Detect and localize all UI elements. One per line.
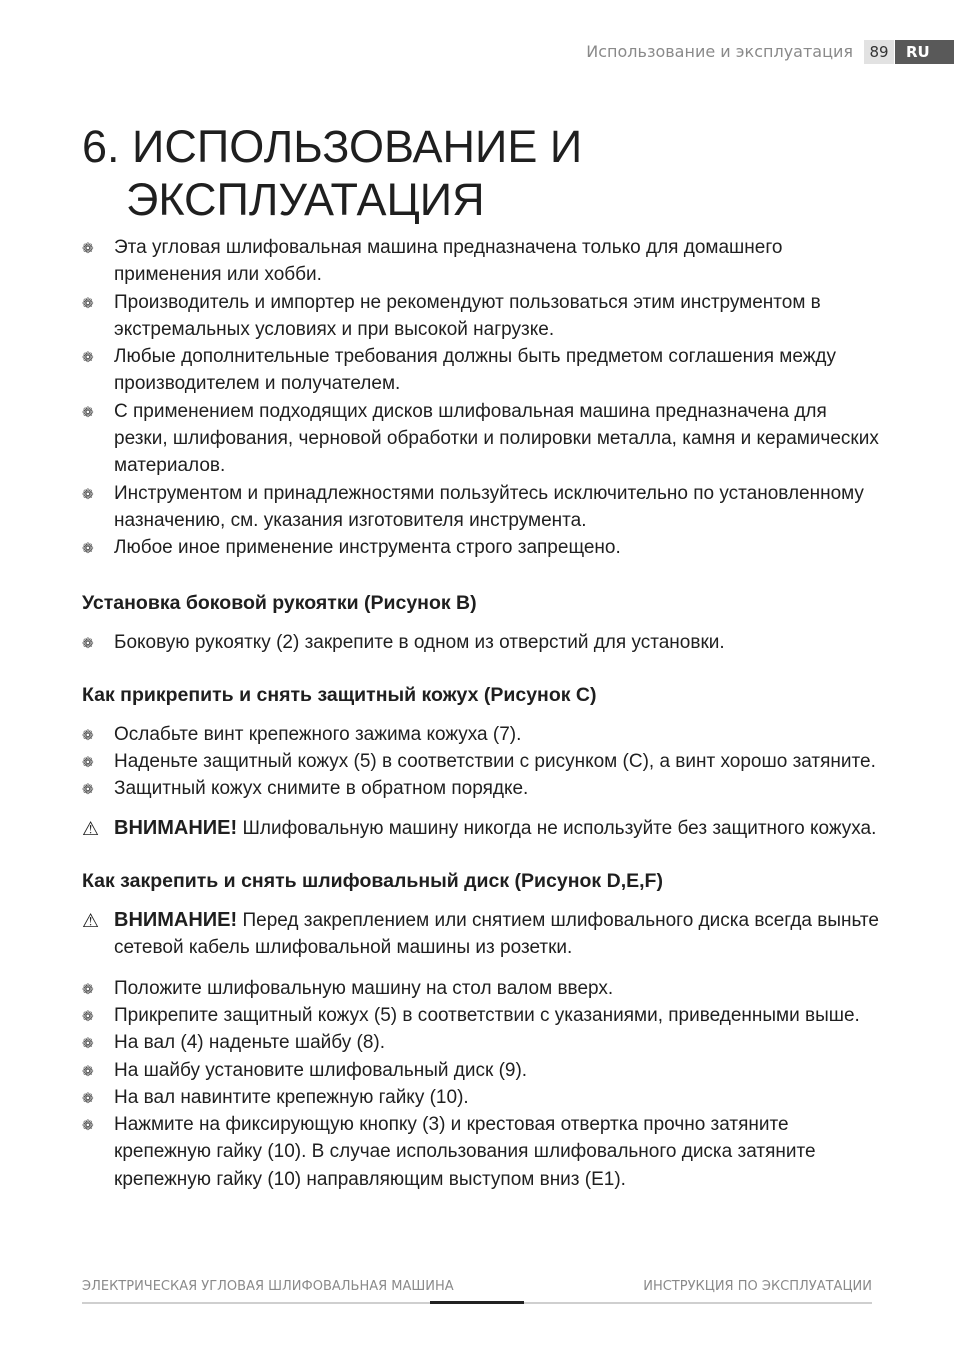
list-item: ❁ Прикрепите защитный кожух (5) в соответствии с указаниями, приведенными выше. [82,1002,882,1029]
bullet-icon: ❁ [82,634,94,651]
side-handle-list [82,629,882,656]
footer-product-name: ЭЛЕКТРИЧЕСКАЯ УГЛОВАЯ ШЛИФОВАЛЬНАЯ МАШИНА [82,1279,454,1294]
bullet-icon: ❁ [82,349,94,366]
bullet-icon: ❁ [82,1035,94,1052]
header-section-title: Использование и эксплуатация [586,42,853,61]
list-item: ❁ Наденьте защитный кожух (5) в соответствии с рисунком (C), а винт хорошо затяните. [82,748,882,775]
page-title-line2: ЭКСПЛУАТАЦИЯ [126,174,485,225]
bullet-icon: ❁ [82,726,94,743]
list-item: ❁ Любое иное применение инструмента строго запрещено. [82,534,882,561]
guard-list [82,721,882,803]
bullet-icon: ❁ [82,781,94,798]
main-content [82,234,882,1193]
heading-disc: Как закрепить и снять шлифовальный диск (Рисунок D,E,F) [82,870,663,893]
list-item: ❁ На вал (4) наденьте шайбу (8). [82,1029,882,1056]
intro-list [82,234,882,562]
list-item: ❁ Производитель и импортер не рекомендуют пользоваться этим инструментом в экстремальных условиях и при высокой нагрузке. [82,291,821,340]
bullet-icon: ❁ [82,1117,94,1134]
bullet-icon: ❁ [82,485,94,502]
footer-manual-name: ИНСТРУКЦИЯ ПО ЭКСПЛУАТАЦИИ [643,1279,872,1294]
warning-label: ВНИМАНИЕ! [114,816,238,839]
list-item: ❁ Любые дополнительные требования должны быть предметом соглашения между производителем и получателем. [82,346,836,395]
guard-warning [82,815,882,842]
list-item: ❁ Инструментом и принадлежностями пользуйтесь исключительно по установленному назначению, см. указания изготовителя инструмента. [82,482,864,531]
list-item: ❁ Боковую рукоятку (2) закрепите в одном из отверстий для установки. [82,629,882,656]
list-item: ❁ Эта угловая шлифовальная машина предназначена только для домашнего применения или хобби. [82,237,783,286]
warning-text: Шлифовальную машину никогда не используйте без защитного кожуха. [237,817,877,839]
bullet-icon: ❁ [82,1007,94,1024]
language-badge: RU [895,40,954,64]
bullet-icon: ❁ [82,1089,94,1106]
list-item: ❁ С применением подходящих дисков шлифовальная машина предназначена для резки, шлифования, черновой обработки и полировки металла, камня и керамических материалов. [82,400,879,477]
bullet-icon: ❁ [82,754,94,771]
list-item: ❁ Ослабьте винт крепежного зажима кожуха (7). [82,721,882,748]
list-item: ❁ На вал навинтите крепежную гайку (10). [82,1084,882,1111]
bullet-icon: ❁ [82,1062,94,1079]
heading-side-handle: Установка боковой рукоятки (Рисунок B) [82,591,477,614]
footer-divider-accent [430,1301,524,1304]
list-item: ❁ Нажмите на фиксирующую кнопку (3) и крестовая отвертка прочно затяните крепежную гайку (10). В случае использования шлифовального диска затяните крепежную гайку (10) направляющим выступом вниз (E1). [82,1114,816,1190]
bullet-icon: ❁ [82,540,94,557]
bullet-icon: ❁ [82,403,94,420]
list-item: ❁ На шайбу установите шлифовальный диск (9). [82,1057,882,1084]
warning-label: ВНИМАНИЕ! [114,909,238,932]
page-title-line1: 6. ИСПОЛЬЗОВАНИЕ И [82,121,583,172]
bullet-icon: ❁ [82,980,94,997]
disc-warning [82,907,882,962]
page-title [82,120,582,226]
heading-guard: Как прикрепить и снять защитный кожух (Рисунок C) [82,683,597,706]
warning-triangle-icon: ⚠ [82,818,100,840]
list-item: ❁ Защитный кожух снимите в обратном порядке. [82,775,882,802]
list-item: ❁ Положите шлифовальную машину на стол валом вверх. [82,975,882,1002]
warning-text: Перед закреплением или снятием шлифовального диска всегда выньте сетевой кабель шлифовальной машины из розетки. [114,910,879,959]
warning-triangle-icon: ⚠ [82,911,100,933]
disc-list [82,975,882,1193]
bullet-icon: ❁ [82,294,94,311]
bullet-icon: ❁ [82,240,94,256]
page-number: 89 [864,40,894,64]
